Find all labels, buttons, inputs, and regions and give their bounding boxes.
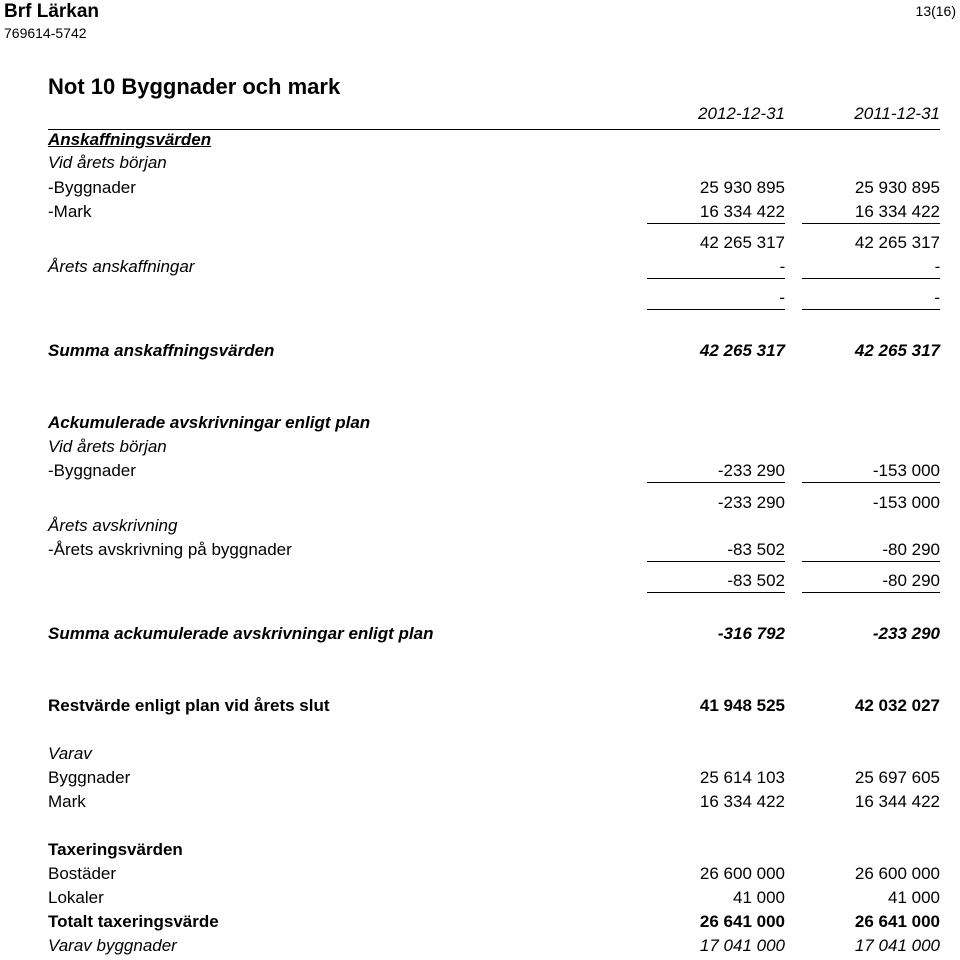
value-2011: 41 000 bbox=[888, 888, 940, 907]
row-vid-arets-borjan bbox=[48, 151, 940, 174]
row-mark bbox=[48, 200, 940, 223]
value-2011: 42 265 317 bbox=[854, 233, 940, 252]
row-lokaler bbox=[48, 886, 940, 909]
row-label: Totalt taxeringsvärde bbox=[48, 912, 219, 931]
value-2011: 25 930 895 bbox=[854, 178, 940, 197]
row-subtotal bbox=[48, 231, 940, 254]
row-label: Bostäder bbox=[48, 864, 117, 883]
row-label: Vid årets början bbox=[48, 437, 167, 456]
row-subtotal bbox=[48, 491, 940, 514]
value-2012: -83 502 bbox=[647, 569, 785, 593]
value-2012: -233 290 bbox=[647, 459, 785, 483]
value-2011: 42 265 317 bbox=[854, 341, 940, 360]
value-2011: -80 290 bbox=[802, 569, 940, 593]
row-label: Lokaler bbox=[48, 888, 104, 907]
value-2011: 16 334 422 bbox=[802, 200, 940, 224]
value-2012: 25 930 895 bbox=[699, 178, 785, 197]
value-2012: 41 000 bbox=[733, 888, 785, 907]
org-number: 769614-5742 bbox=[4, 25, 87, 41]
value-2011: - bbox=[802, 255, 940, 279]
row-label: Årets anskaffningar bbox=[48, 257, 195, 276]
value-2012: -316 792 bbox=[717, 624, 785, 643]
row-summa-anskaffningsvarden bbox=[48, 339, 940, 362]
row-label: Årets avskrivning bbox=[48, 516, 178, 535]
row-varav-byggnader-tax bbox=[48, 934, 940, 957]
value-2012: 42 265 317 bbox=[699, 233, 785, 252]
row-summa-avskrivningar bbox=[48, 622, 940, 645]
row-label: Summa ackumulerade avskrivningar enligt plan bbox=[48, 624, 434, 643]
value-2011: 42 032 027 bbox=[854, 696, 940, 715]
value-2011: -153 000 bbox=[872, 493, 940, 512]
value-2012: -233 290 bbox=[717, 493, 785, 512]
column-header-2012: 2012-12-31 bbox=[698, 104, 785, 123]
row-label: Taxeringsvärden bbox=[48, 840, 183, 859]
row-label: Varav byggnader bbox=[48, 936, 177, 955]
row-byggnader bbox=[48, 176, 940, 199]
row-totalt-taxeringsvarde bbox=[48, 910, 940, 933]
row-varav-mark bbox=[48, 790, 940, 813]
section-heading-taxeringsvarden bbox=[48, 838, 940, 861]
row-label: Byggnader bbox=[48, 768, 131, 787]
value-2011: - bbox=[802, 286, 940, 310]
row-label: -Byggnader bbox=[48, 461, 136, 480]
value-2011: -233 290 bbox=[872, 624, 940, 643]
section-heading-anskaffning bbox=[48, 128, 940, 151]
row-arets-avskrivning-byggnader bbox=[48, 538, 940, 561]
column-header-2011: 2011-12-31 bbox=[854, 104, 940, 123]
row-subtotal bbox=[48, 286, 940, 309]
value-2012: 16 334 422 bbox=[647, 200, 785, 224]
row-byggnader bbox=[48, 459, 940, 482]
row-varav-byggnader bbox=[48, 766, 940, 789]
page-number: 13(16) bbox=[915, 3, 956, 19]
row-vid-arets-borjan bbox=[48, 435, 940, 458]
row-label: -Årets avskrivning på byggnader bbox=[48, 540, 292, 559]
value-2011: 17 041 000 bbox=[854, 936, 940, 955]
value-2012: 42 265 317 bbox=[699, 341, 785, 360]
value-2011: -80 290 bbox=[802, 538, 940, 562]
row-label: -Byggnader bbox=[48, 178, 136, 197]
value-2011: -153 000 bbox=[802, 459, 940, 483]
row-label: Ackumulerade avskrivningar enligt plan bbox=[48, 413, 371, 432]
value-2012: 25 614 103 bbox=[699, 768, 785, 787]
row-bostader bbox=[48, 862, 940, 885]
value-2012: 41 948 525 bbox=[699, 696, 785, 715]
row-restvarde bbox=[48, 694, 940, 717]
row-label: Restvärde enligt plan vid årets slut bbox=[48, 696, 330, 715]
row-subtotal bbox=[48, 569, 940, 592]
value-2012: 17 041 000 bbox=[699, 936, 785, 955]
value-2011: 25 697 605 bbox=[854, 768, 940, 787]
value-2011: 16 344 422 bbox=[854, 792, 940, 811]
row-label: Varav bbox=[48, 744, 92, 763]
row-label: Anskaffningsvärden bbox=[48, 130, 212, 149]
value-2012: -83 502 bbox=[647, 538, 785, 562]
value-2012: 26 641 000 bbox=[699, 912, 785, 931]
company-name: Brf Lärkan bbox=[4, 1, 100, 22]
note-title: Not 10 Byggnader och mark bbox=[48, 74, 341, 99]
row-label: -Mark bbox=[48, 202, 92, 221]
value-2012: - bbox=[647, 286, 785, 310]
value-2011: 26 600 000 bbox=[854, 864, 940, 883]
value-2012: - bbox=[647, 255, 785, 279]
value-2012: 26 600 000 bbox=[699, 864, 785, 883]
row-label: Vid årets början bbox=[48, 153, 167, 172]
row-label: Summa anskaffningsvärden bbox=[48, 341, 275, 360]
value-2012: 16 334 422 bbox=[699, 792, 785, 811]
row-arets-anskaffningar bbox=[48, 255, 940, 278]
row-varav bbox=[48, 742, 940, 765]
row-arets-avskrivning bbox=[48, 514, 940, 537]
value-2011: 26 641 000 bbox=[854, 912, 940, 931]
section-heading-avskrivningar bbox=[48, 411, 940, 434]
row-label: Mark bbox=[48, 792, 86, 811]
